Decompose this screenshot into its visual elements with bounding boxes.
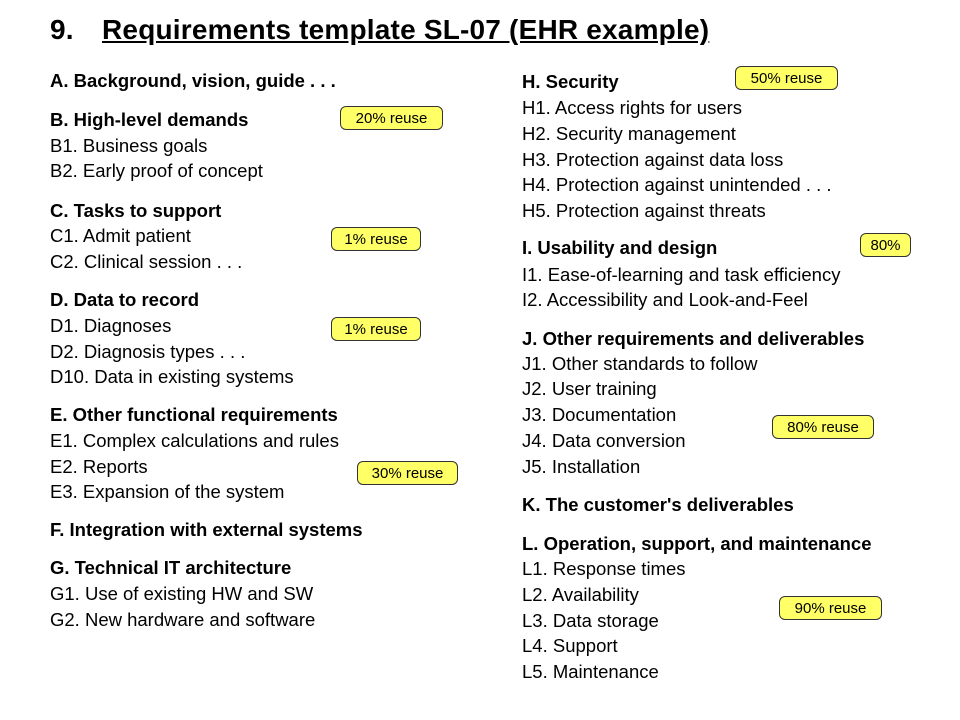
section-j-heading: J. Other requirements and deliverables (522, 328, 865, 349)
item-h3: H3. Protection against data loss (522, 149, 784, 170)
item-d10: D10. Data in existing systems (50, 366, 294, 387)
reuse-badge: 1% reuse (331, 227, 421, 251)
reuse-badge: 90% reuse (779, 596, 882, 620)
item-l4: L4. Support (522, 635, 618, 656)
item-j4: J4. Data conversion (522, 430, 686, 451)
item-e2: E2. Reports (50, 456, 148, 477)
title-number: 9. (50, 14, 74, 45)
item-j1: J1. Other standards to follow (522, 353, 758, 374)
item-j2: J2. User training (522, 378, 657, 399)
reuse-badge: 30% reuse (357, 461, 458, 485)
section-f-heading: F. Integration with external systems (50, 519, 363, 540)
item-h1: H1. Access rights for users (522, 97, 743, 118)
item-e3: E3. Expansion of the system (50, 481, 285, 502)
item-h2: H2. Security management (522, 123, 736, 144)
section-a-heading: A. Background, vision, guide . . . (50, 70, 336, 91)
item-c1: C1. Admit patient (50, 225, 191, 246)
item-l5: L5. Maintenance (522, 661, 659, 682)
item-d2: D2. Diagnosis types . . . (50, 341, 246, 362)
item-l2: L2. Availability (522, 584, 639, 605)
item-b2: B2. Early proof of concept (50, 160, 263, 181)
section-h-heading: H. Security (522, 71, 619, 92)
reuse-badge: 1% reuse (331, 317, 421, 341)
reuse-badge: 80% (860, 233, 911, 257)
reuse-badge: 20% reuse (340, 106, 443, 130)
section-k-heading: K. The customer's deliverables (522, 494, 794, 515)
item-h5: H5. Protection against threats (522, 200, 766, 221)
item-j3: J3. Documentation (522, 404, 677, 425)
item-b1: B1. Business goals (50, 135, 208, 156)
item-j5: J5. Installation (522, 456, 641, 477)
reuse-badge: 50% reuse (735, 66, 838, 90)
section-l-heading: L. Operation, support, and maintenance (522, 533, 872, 554)
reuse-badge: 80% reuse (772, 415, 874, 439)
section-b-heading: B. High-level demands (50, 109, 249, 130)
item-h4: H4. Protection against unintended . . . (522, 174, 832, 195)
section-e-heading: E. Other functional requirements (50, 404, 338, 425)
item-d1: D1. Diagnoses (50, 315, 172, 336)
section-d-heading: D. Data to record (50, 289, 200, 310)
item-i1: I1. Ease-of-learning and task efficiency (522, 264, 841, 285)
section-i-heading: I. Usability and design (522, 237, 718, 258)
page-title (50, 14, 709, 46)
item-e1: E1. Complex calculations and rules (50, 430, 339, 451)
section-c-heading: C. Tasks to support (50, 200, 222, 221)
item-l1: L1. Response times (522, 558, 686, 579)
title-text: Requirements template SL-07 (EHR example) (102, 14, 710, 45)
item-g2: G2. New hardware and software (50, 609, 316, 630)
item-l3: L3. Data storage (522, 610, 659, 631)
section-g-heading: G. Technical IT architecture (50, 557, 292, 578)
item-i2: I2. Accessibility and Look-and-Feel (522, 289, 808, 310)
item-c2: C2. Clinical session . . . (50, 251, 243, 272)
item-g1: G1. Use of existing HW and SW (50, 583, 314, 604)
